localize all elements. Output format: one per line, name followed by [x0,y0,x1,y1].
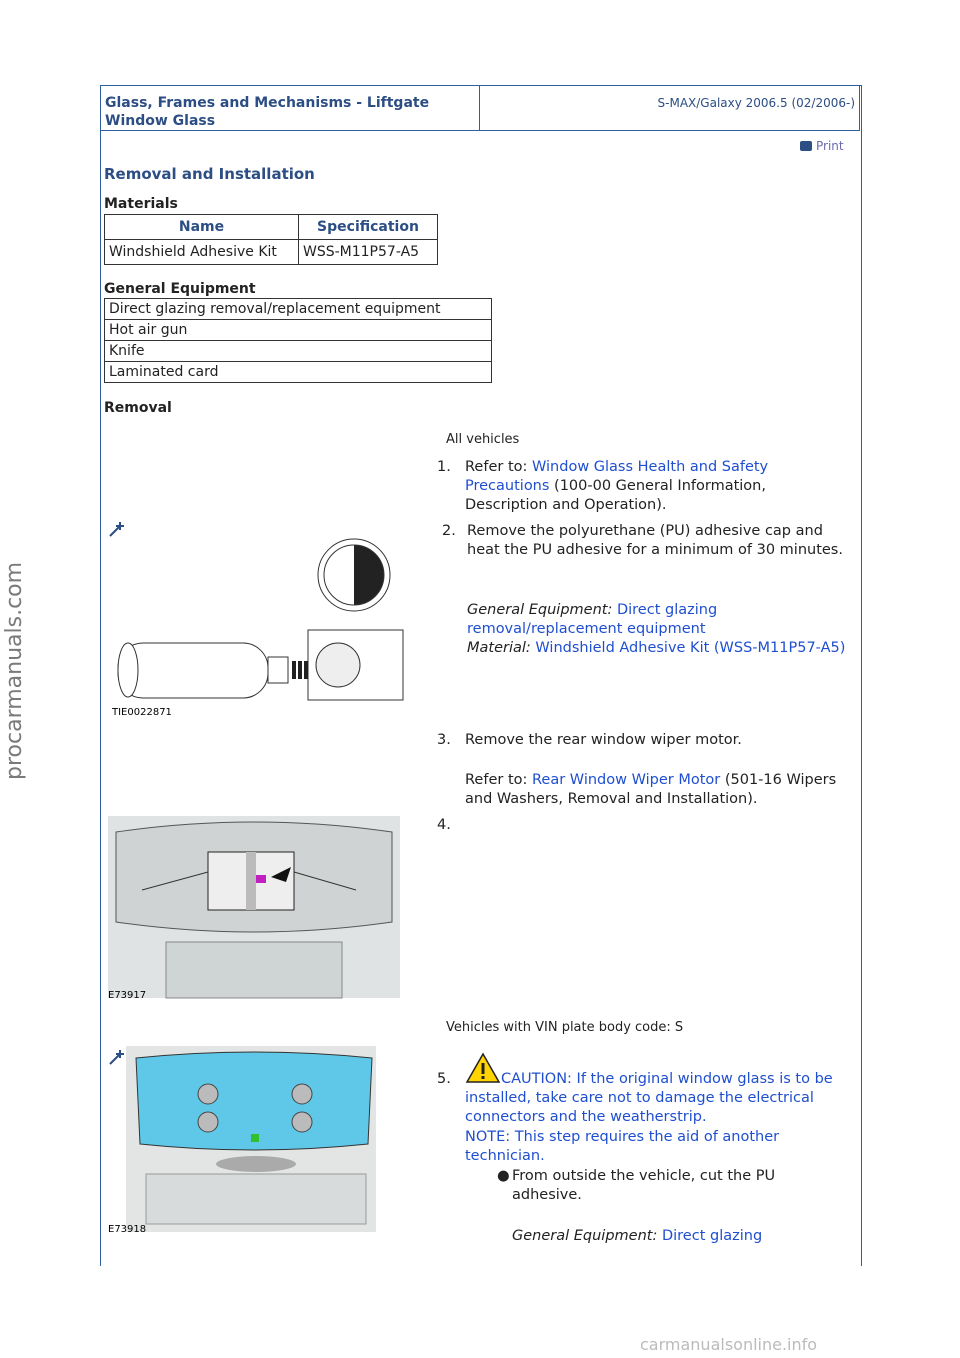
figure-rear-glass [106,1044,382,1234]
step-5-equipment: General Equipment: Direct glazing [512,1228,763,1244]
direct-glazing-link[interactable]: Direct glazing removal/replacement equipment [467,602,718,637]
col-spec: Specification [299,215,438,240]
print-button[interactable]: Print [800,139,844,153]
material-spec: WSS-M11P57-A5 [299,240,438,265]
equipment-item: Direct glazing removal/replacement equipment [105,299,492,320]
adhesive-kit-link[interactable]: Windshield Adhesive Kit (WSS-M11P57-A5) [535,640,846,656]
health-safety-link[interactable]: Window Glass Health and Safety Precautions [465,459,769,494]
equipment-item: Knife [105,341,492,362]
vin-note: Vehicles with VIN plate body code: S [446,1020,684,1035]
figure-label: TIE0022871 [112,707,172,718]
bullet-icon: ● [497,1168,510,1184]
step-1-text: Refer to: Window Glass Health and Safety Precautions (100-00 General Information, Description and Operation). [465,459,769,513]
equipment-table [104,298,492,383]
equipment-item: Laminated card [105,362,492,383]
materials-heading: Materials [104,196,178,212]
wiper-motor-link[interactable]: Rear Window Wiper Motor [532,772,721,788]
printer-icon [800,141,812,151]
col-name: Name [105,215,299,240]
figure-adhesive-heater [108,525,408,720]
removal-heading: Removal [104,400,172,416]
page-header [100,85,860,131]
figure-label: E73918 [108,1224,147,1234]
material-name: Windshield Adhesive Kit [105,240,299,265]
footer-watermark: carmanualsonline.info [640,1335,818,1354]
step-3-ref: Refer to: Rear Window Wiper Motor (501-16 Wipers and Washers, Removal and Installation). [465,772,837,807]
section-title: Removal and Installation [104,165,315,183]
model-label: S-MAX/Galaxy 2006.5 (02/2006-) [657,96,855,110]
figure-label: E73917 [108,990,147,1001]
step-number: 5. [437,1071,451,1087]
materials-table [104,214,438,265]
figure-liftgate-interior [106,812,402,1002]
step-number: 4. [437,817,451,833]
step-number: 2. [442,523,456,539]
step-number: 3. [437,732,451,748]
step-number: 1. [437,459,451,475]
equipment-heading: General Equipment [104,281,256,297]
side-watermark: procarmanuals.com [2,561,27,780]
direct-glazing-link[interactable]: Direct glazing [661,1228,763,1244]
page-title: Glass, Frames and Mechanisms - Liftgate Window Glass [105,95,430,129]
equipment-item: Hot air gun [105,320,492,341]
step-3-text: Remove the rear window wiper motor. [465,732,742,748]
step-2-equipment: General Equipment: Direct glazing removal/replacement equipment Material: Windshield Adhesive Kit (WSS-M11P57-A5) [467,602,846,656]
bullet-text: From outside the vehicle, cut the PU adhesive. [512,1168,776,1203]
step-2-text: Remove the polyurethane (PU) adhesive cap and heat the PU adhesive for a minimum of 30 minutes. [467,523,843,558]
all-vehicles-note: All vehicles [446,432,520,447]
caution-text: CAUTION: If the original window glass is to be installed, take care not to damage the electrical connectors and the weatherstrip. [465,1071,833,1125]
note-text: NOTE: This step requires the aid of another technician. [465,1129,780,1164]
